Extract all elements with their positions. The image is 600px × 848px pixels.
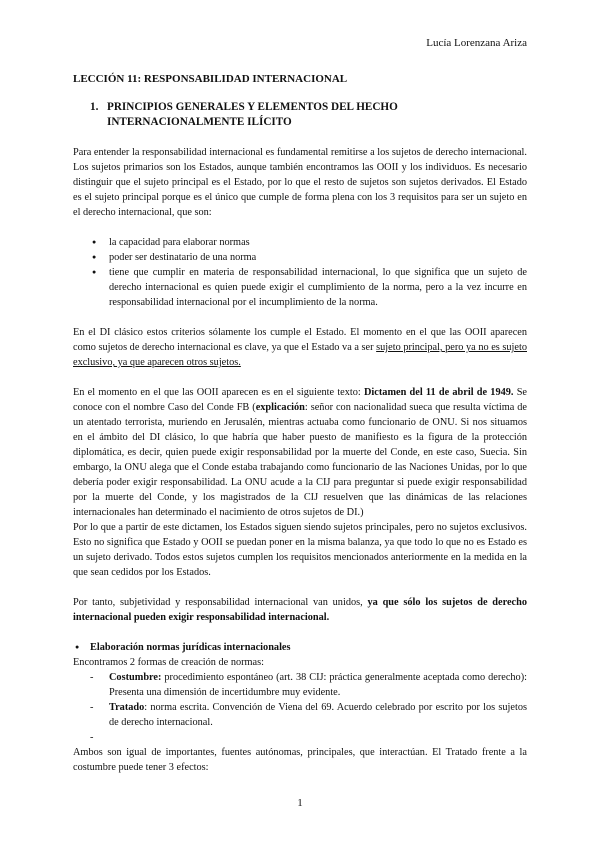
paragraph-di-clasico: En el DI clásico estos criterios sólamente los cumple el Estado. El momento en el que las OOII aparecen como sujetos de derecho internacional es clave, ya que el Estado va a ser sujeto principal, pero ya no es sujeto exclusivo, ya que aparecen otros sujetos. — [73, 327, 527, 368]
list-item: - Costumbre: procedimiento espontáneo (art. 38 CIJ: práctica generalmente aceptada como derecho): Presenta una dimensión de incertidumbre muy evidente. — [90, 670, 527, 700]
bold-text: Dictamen del 11 de abril de 1949. — [364, 387, 514, 398]
paragraph-formas: Encontramos 2 formas de creación de normas: — [73, 657, 264, 668]
document-body — [73, 145, 527, 775]
list-item: ● tiene que cumplir en materia de responsabilidad internacional, lo que significa que un sujeto de derecho internacional es quien puede exigir el cumplimiento de la norma, pero a la vez incurre en responsabilidad internacional por el incumplimiento de la norma. — [92, 265, 527, 310]
paragraph-conclusion: Por lo que a partir de este dictamen, los Estados siguen siendo sujetos principales, pero no sujetos exclusivos. Esto no significa que Estado y OOII se puedan poner en la misma balanza, ya que todo lo que no es Estado es un sujeto derivado. Todos estos sujetos cumplen los requisitos mencionados anteriormente en la medida en la que sean cedidos por los Estados. — [73, 522, 527, 578]
page-number: 1 — [297, 797, 303, 809]
paragraph-intro: Para entender la responsabilidad internacional es fundamental remitirse a los sujetos de derecho internacional. Los sujetos primarios son los Estados, aunque también encontramos las OOII y los individuos. Es necesario distinguir que el sujeto principal es el Estado, por lo que el resto de sujetos son sujetos derivados. El Estado es el sujeto principal porque es el único que cumple de forma plena con los 3 requisitos para ser un sujeto en el derecho internacional, que son: — [73, 147, 527, 218]
list-item: ● poder ser destinatario de una norma — [92, 250, 527, 265]
bold-text: explicación — [255, 402, 305, 413]
paragraph-dictamen: En el momento en el que las OOII aparecen es en el siguiente texto: Dictamen del 11 de abril de 1949. Se conoce con el nombre Caso del Conde FB (explicación: señor con nacionalidad sueca que resulta víctima de un atentado terrorista, muriendo en Jerusalén, mientras actuaba como funcionario de ONU. Si nos situamos en el ámbito del DI clásico, lo que habría que haber puesto de manifiesto es la figura de la protección diplomática, es decir, quien puede exigir responsabilidad por la muerte del Conde, en este caso, Suecia. Sin embargo, la ONU alega que el Conde estaba trabajando como funcionario de las Naciones Unidas, por lo que debería poder exigir responsabilidad. La ONU acude a la CIJ para preguntar si puede exigir responsabilidad por la muerte del Conde, y los magistrados de la CIJ resuelven que las dinámicas de las relaciones internacionales han determinado el nacimiento de otros sujetos de DI.) — [73, 387, 527, 518]
bold-text: ya que sólo los sujetos de derecho internacional pueden exigir responsabilidad internacional. — [73, 597, 527, 623]
list-item-empty — [90, 730, 527, 745]
paragraph-subjetividad: Por tanto, subjetividad y responsabilidad internacional van unidos, ya que sólo los sujetos de derecho internacional pueden exigir responsabilidad internacional. — [73, 597, 527, 623]
norm-forms-list — [73, 670, 527, 745]
section-title: PRINCIPIOS GENERALES Y ELEMENTOS DEL HECHO INTERNACIONALMENTE ILÍCITO — [107, 101, 398, 128]
underlined-text: sujeto principal, pero ya no es sujeto exclusivo, ya que aparecen otros sujetos. — [73, 342, 527, 368]
sub-heading: ● Elaboración normas jurídicas internacionales — [73, 640, 527, 655]
list-item: - Tratado: norma escrita. Convención de Viena del 69. Acuerdo celebrado por escrito por los sujetos de derecho internacional. — [90, 700, 527, 730]
list-item: ● la capacidad para elaborar normas — [92, 235, 527, 250]
header-author: Lucía Lorenzana Ariza — [426, 37, 527, 49]
lesson-title: LECCIÓN 11: RESPONSABILIDAD INTERNACIONAL — [73, 73, 348, 85]
requirements-list — [73, 235, 527, 310]
section-number: 1. — [90, 101, 99, 113]
section-heading — [90, 100, 490, 130]
paragraph-efectos: Ambos son igual de importantes, fuentes autónomas, principales, que interactúan. El Tratado frente a la costumbre puede tener 3 efectos: — [73, 747, 527, 773]
